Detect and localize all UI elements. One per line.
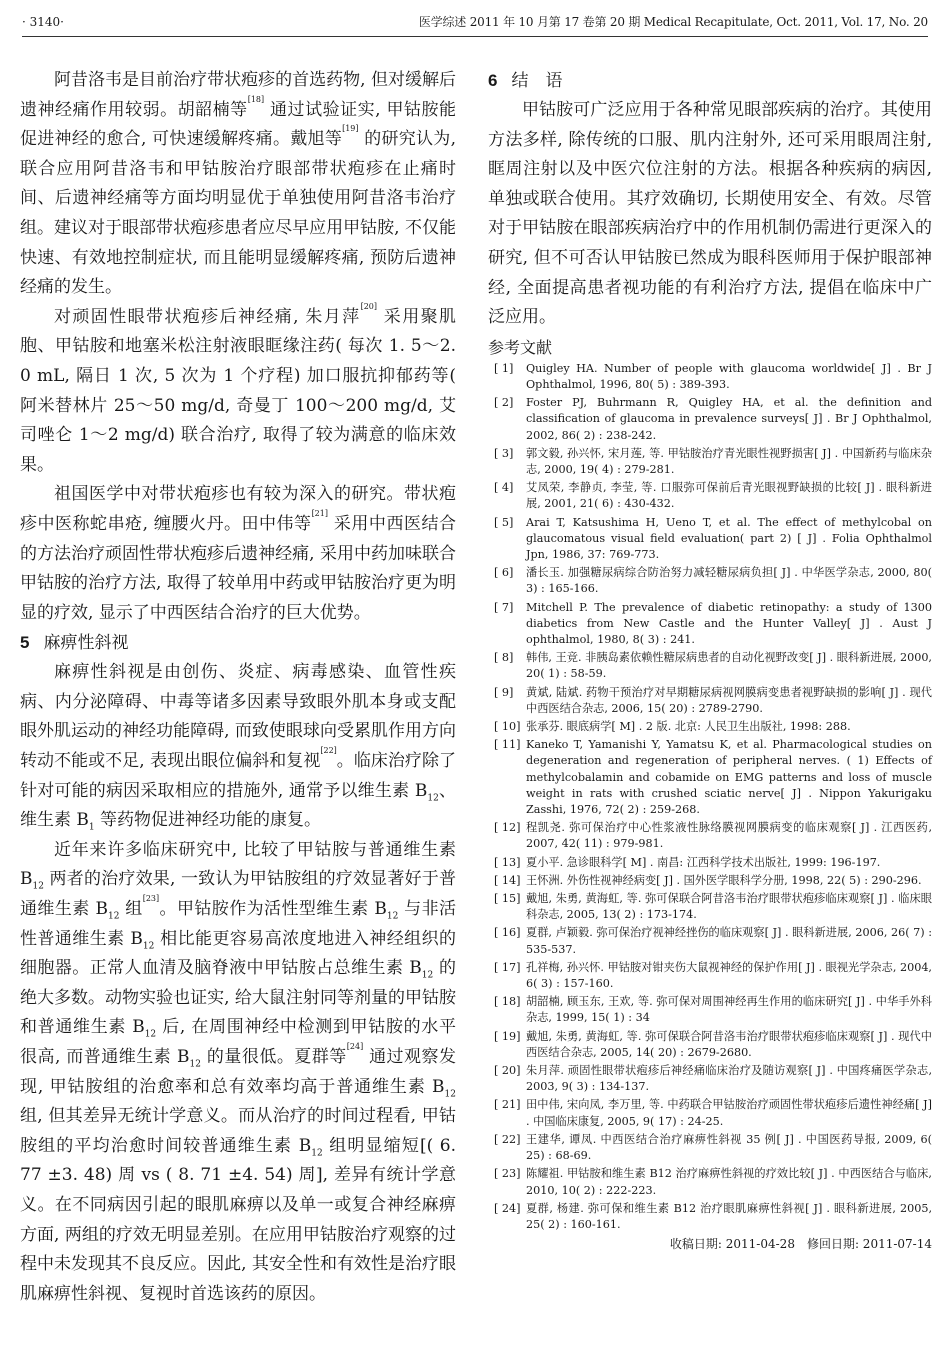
reference-text: 艾凤荣, 李静贞, 李莹, 等. 口服弥可保前后青光眼视野缺损的比较[ J] . 眼科新进展, 2001, 21( 6) : 430-432. [526, 481, 932, 511]
reference-text: 夏群, 卢颖毅. 弥可保治疗视神经挫伤的临床观察[ J] . 眼科新进展, 2006, 26( 7) : 535-537. [526, 926, 932, 956]
reference-item [488, 1029, 932, 1061]
paragraph-conclusion: 甲钴胺可广泛应用于各种常见眼部疾病的治疗。其使用方法多样, 除传统的口服、肌内注射外, 还可采用眼周注射, 眶周注射以及中医穴位注射的方法。根据各种疾病的病因, 单独或联合使用。其疗效确切, 长期使用安全、有效。尽管对于甲钴胺在眼部疾病治疗中的作用机制仍需进行更深入的研究, 但不可否认甲钴胺已然成为眼科医师用于保护眼部神经, 全面提高患者视功能的有利治疗方法, 提倡在临床中广泛应用。 [488, 100, 932, 328]
reference-number: [ 13] [494, 855, 521, 869]
reference-text: Mitchell P. The prevalence of diabetic retinopathy: a study of 1300 diabetics from New Castle and the Hunter Valley[ J] . Aust J ophthalmol, 1980, 8( 3) : 241. [526, 600, 932, 646]
reference-text: Foster PJ, Buhrmann R, Quigley HA, et al. the definition and classification of glaucoma in prevalence surveys[ J] . Br J Ophthalmol, 2002, 86( 2) : 238-242. [526, 396, 932, 442]
reference-text: 戴旭, 朱勇, 黄海虹, 等. 弥可保联合阿昔洛韦治疗眼带状疱疹临床观察[ J] . 临床眼科杂志, 2005, 13( 2) : 173-174. [526, 892, 932, 922]
reference-text: 陈耀祖. 甲钴胺和维生素 B12 治疗麻痹性斜视的疗效比较[ J] . 中西医结合与临床, 2010, 10( 2) : 222-223. [526, 1167, 932, 1197]
reference-number: [ 14] [494, 873, 521, 887]
reference-item [488, 960, 932, 992]
reference-item [488, 650, 932, 682]
reference-number: [ 3] [494, 446, 514, 460]
journal-citation: 医学综述 2011 年 10 月第 17 卷第 20 期 Medical Recapitulate, Oct. 2011, Vol. 17, No. 20 [418, 15, 928, 29]
reference-item [488, 925, 932, 957]
reference-number: [ 23] [494, 1167, 521, 1181]
paragraph-paralytic-strabismus: 麻痹性斜视是由创伤、炎症、病毒感染、血管性疾病、内分泌障碍、中毒等诸多因素导致眼外肌本身或支配眼外肌运动的神经功能障碍, 而致使眼球向受累肌作用方向转动不能或不足, 表现出眼位偏斜和复视[22]。临床治疗除了针对可能的病因采取相应的措施外, 通常予以维生素 $B_{12}$、维生素 $B_1$ 等药物促进神经功能的康复。 [20, 662, 457, 833]
paragraph-tcm: 祖国医学中对带状疱疹也有较为深入的研究。带状疱疹中医称蛇串疮, 缠腰火丹。田中伟等[21] 采用中西医结合的方法治疗顽固性带状疱疹后遗神经痛, 采用中药加味联合甲钴胺的治疗方法, 取得了较单用中药或甲钴胺治疗更为明显的疗效, 显示了中西医结合治疗的巨大优势。 [20, 484, 456, 623]
reference-text: 韩伟, 王竞. 非胰岛素依赖性糖尿病患者的自动化视野改变[ J] . 眼科新进展, 2000, 20( 1) : 58-59. [526, 651, 932, 681]
reference-text: 王怀洲. 外伤性视神经病变[ J] . 国外医学眼科学分册, 1998, 22( 5) : 290-296. [526, 873, 922, 887]
reference-number: [ 22] [494, 1132, 521, 1146]
reference-item [488, 1201, 932, 1233]
left-column [20, 66, 456, 1309]
reference-text: Arai T, Katsushima H, Ueno T, et al. The effect of methylcobal on glaucomatous visual field evaluation( part 2) [ J] . Folia Ophthalmol Jpn, 1986, 37: 769-773. [526, 515, 932, 561]
reference-text: 张承芬. 眼底病学[ M] . 2 版. 北京: 人民卫生出版社, 1998: 288. [526, 720, 851, 734]
reference-item [488, 1097, 932, 1129]
reference-item [488, 994, 932, 1026]
reference-number: [ 8] [494, 651, 514, 665]
reference-number: [ 18] [494, 995, 521, 1009]
reference-list [488, 361, 932, 1233]
reference-item [488, 685, 932, 717]
reference-text: 田中伟, 宋向凤, 李万里, 等. 中药联合甲钴胺治疗顽固性带状疱疹后遗性神经痛[ J] . 中国临床康复, 2005, 9( 17) : 24-25. [526, 1098, 932, 1128]
reference-number: [ 11] [494, 738, 521, 752]
reference-text: 郭文毅, 孙兴怀, 宋月莲, 等. 甲钴胺治疗青光眼性视野损害[ J] . 中国新药与临床杂志, 2000, 19( 4) : 279-281. [526, 446, 932, 476]
reference-text: 夏群, 杨建. 弥可保和维生素 B12 治疗眼肌麻痹性斜视[ J] . 眼科新进展, 2005, 25( 2) : 160-161. [526, 1201, 932, 1231]
reference-item [488, 480, 932, 512]
reference-item [488, 1166, 932, 1198]
reference-item [488, 515, 932, 564]
reference-number: [ 15] [494, 892, 521, 906]
reference-text: Quigley HA. Number of people with glaucoma worldwide[ J] . Br J Ophthalmol, 1996, 80( 5) : 389-393. [526, 361, 932, 391]
reference-number: [ 20] [494, 1064, 521, 1078]
reference-text: 戴旭, 朱勇, 黄海虹, 等. 弥可保联合阿昔洛韦治疗眼带状疱疹临床观察[ J] . 现代中西医结合杂志, 2005, 14( 20) : 2679-2680. [526, 1029, 932, 1059]
reference-number: [ 6] [494, 566, 514, 580]
reference-item [488, 1132, 932, 1164]
right-column [488, 66, 932, 1252]
reference-item [488, 891, 932, 923]
reference-item [488, 855, 932, 871]
reference-number: [ 19] [494, 1029, 521, 1043]
received-revised-dates: 收稿日期: 2011-04-28 修回日期: 2011-07-14 [669, 1237, 932, 1252]
reference-text: 王建华, 谭凤. 中西医结合治疗麻痹性斜视 35 例[ J] . 中国医药导报, 2009, 6( 25) : 68-69. [526, 1132, 932, 1163]
reference-item [488, 719, 932, 735]
reference-text: 孔祥梅, 孙兴怀. 甲钴胺对钳夹伤大鼠视神经的保护作用[ J] . 眼视光学杂志, 2004, 6( 3) : 157-160. [526, 960, 932, 991]
section-heading-6: 6 结 语 [488, 71, 563, 91]
reference-number: [ 16] [494, 926, 521, 940]
reference-number: [ 5] [494, 515, 514, 529]
reference-text: 朱月萍. 顽固性眼带状疱疹后神经痛临床治疗及随访观察[ J] . 中国疼痛医学杂志, 2003, 9( 3) : 134-137. [526, 1064, 932, 1094]
reference-number: [ 4] [494, 481, 514, 495]
paragraph-refractory-neuralgia: 对顽固性眼带状疱疹后神经痛, 朱月萍[20] 采用聚肌胞、甲钴胺和地塞米松注射液眼眶缘注药( 每次 1. 5～2. 0 mL, 隔日 1 次, 5 次为 1 个疗程) 加口服抗抑郁药等( 阿米替林片 25～50 mg/d, 奇曼丁 100～200 mg/d, 艾司唑仑 1～2 mg/d) 联合治疗, 取得了较为满意的临床效果。 [20, 301, 456, 475]
reference-text: 黄斌, 陆斌. 药物干预治疗对早期糖尿病视网膜病变患者视野缺损的影响[ J] . 现代中西医结合杂志, 2006, 15( 20) : 2789-2790. [526, 685, 932, 715]
reference-number: [ 17] [494, 960, 521, 974]
reference-item [488, 600, 932, 649]
reference-item [488, 361, 932, 393]
reference-text: 程凯尧. 弥可保治疗中心性浆液性脉络膜视网膜病变的临床观察[ J] . 江西医药, 2007, 42( 11) : 979-981. [526, 821, 932, 851]
reference-item [488, 395, 932, 444]
page-number: · 3140· [22, 15, 64, 29]
reference-item [488, 446, 932, 478]
reference-item [488, 1063, 932, 1095]
reference-text: Kaneko T, Yamanishi Y, Yamatsu K, et al. Pharmacological studies on degeneration and regeneration of peripheral nerves. ( 1) Effects of methylcobalamin and cobamide on EMG patterns and loss of muscle weight in rats with crushed sciatic nerve[ J] . Nippon Yakurigaku Zasshi, 1976, 72( 2) : 259-268. [526, 738, 932, 817]
reference-text: 潘长玉. 加强糖尿病综合防治努力减轻糖尿病负担[ J] . 中华医学杂志, 2000, 80( 3) : 165-166. [526, 566, 932, 596]
reference-number: [ 9] [494, 685, 514, 699]
reference-number: [ 10] [494, 720, 521, 734]
reference-item [488, 820, 932, 852]
reference-number: [ 2] [494, 396, 514, 410]
reference-item [488, 873, 932, 889]
reference-number: [ 21] [494, 1098, 521, 1112]
paragraph-herpes-treatment: 阿昔洛韦是目前治疗带状疱疹的首选药物, 但对缓解后遗神经痛作用较弱。胡韶楠等[18] 通过试验证实, 甲钴胺能促进神经的愈合, 可快速缓解疼痛。戴旭等[19] 的研究认为, 联合应用阿昔洛韦和甲钴胺治疗眼部带状疱疹在止痛时间、后遗神经痛等方面均明显优于单独使用阿昔洛韦治疗组。建议对于眼部带状疱疹患者应尽早应用甲钴胺, 不仅能快速、有效地控制症状, 而且能明显缓解疼痛, 预防后遗神经痛的发生。 [20, 70, 457, 298]
reference-item [488, 565, 932, 597]
reference-text: 夏小平. 急诊眼科学[ M] . 南昌: 江西科学技术出版社, 1999: 196-197. [526, 855, 881, 869]
references-heading: 参考文献 [488, 337, 553, 357]
reference-number: [ 7] [494, 600, 514, 614]
section-heading-5: 5 麻痹性斜视 [20, 633, 129, 654]
running-header [22, 8, 928, 37]
reference-number: [ 24] [494, 1201, 521, 1215]
reference-text: 胡韶楠, 顾玉东, 王欢, 等. 弥可保对周围神经再生作用的临床研究[ J] . 中华手外科杂志, 1999, 15( 1) : 34 [526, 995, 932, 1025]
reference-number: [ 12] [494, 821, 521, 835]
paragraph-clinical-comparison: 近年来许多临床研究中, 比较了甲钴胺与普通维生素 $B_{12}$ 两者的治疗效果, 一致认为甲钴胺组的疗效显著好于普通维生素 $B_{12}$ 组[23]。甲钴胺作为活性型维生素 $B_{12}$ 与非活性普通维生素 $B_{12}$ 相比能更容易高浓度地进入神经组织的细胞器。正常人血清及脑脊液中甲钴胺占总维生素 $B_{12}$ 的绝大多数。动物实验也证实, 给大鼠注射同等剂量的甲钴胺和普通维生素 $B_{12}$ 后, 在周围神经中检测到甲钴胺的水平很高, 而普通维生素 $B_{12}$ 的量很低。夏群等[24] 通过观察发现, 甲钴胺组的治愈率和总有效率均高于普通维生素 $B_{12}$ 组, 但其差异无统计学意义。而从治疗的时间过程看, 甲钴胺组的平均治愈时间较普通维生素 $B_{12}$ 组明显缩短[( 6. 77 ±3. 48) 周 vs ( 8. 71 ±4. 54) 周], 差异有统计学意义。在不同病因引起的眼肌麻痹以及单一或复合神经麻痹方面, 两组的疗效无明显差别。在应用甲钴胺治疗观察的过程中未发现其不良反应。因此, 其安全性和有效性是治疗眼肌麻痹性斜视、复视时首选该药的原因。 [20, 839, 457, 1304]
reference-number: [ 1] [494, 361, 514, 375]
reference-item [488, 737, 932, 818]
